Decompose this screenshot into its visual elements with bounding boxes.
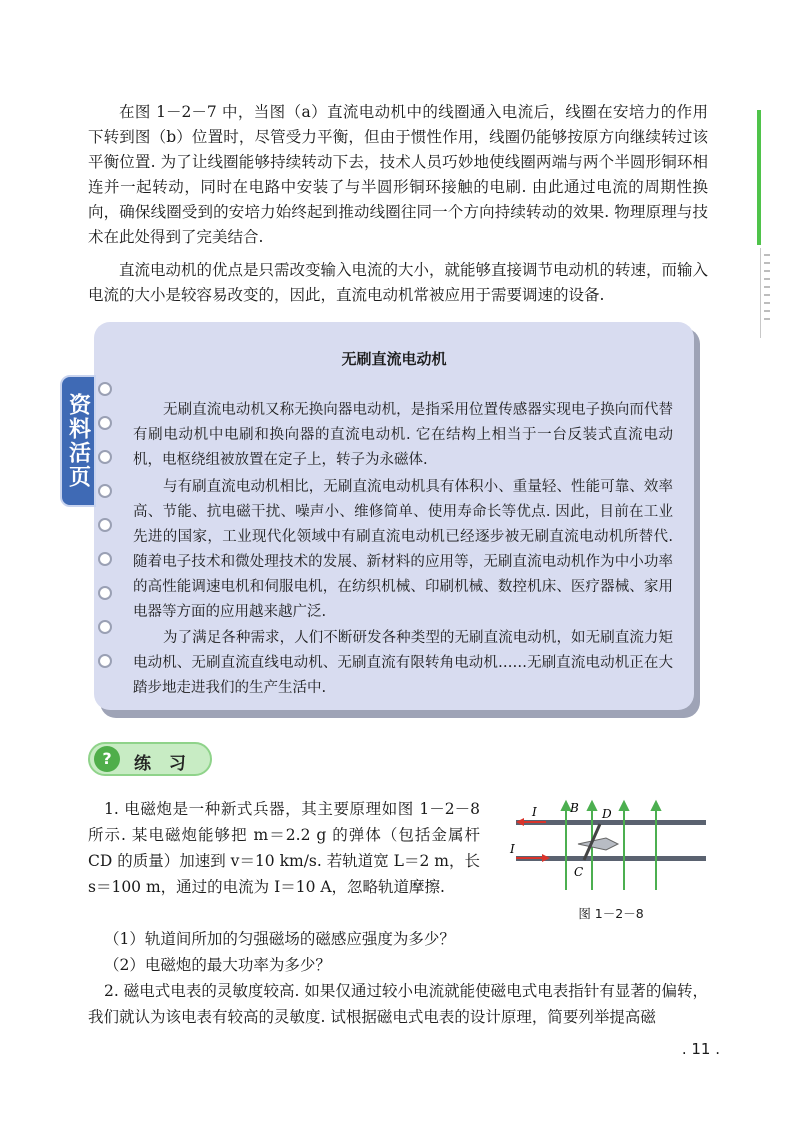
exercise-2: 2. 磁电式电表的灵敏度较高. 如果仅通过较小电流就能使磁电式电表指针有显著的偏转，我们就认为该电表有较高的灵敏度. 试根据磁电式电表的设计原理，简要列举提高磁 xyxy=(88,982,708,1026)
binder-ring-icon xyxy=(98,416,112,430)
figure-caption: 图 1－2－8 xyxy=(578,906,644,921)
binder-ring-icon xyxy=(98,620,112,634)
exercise-1-question-2: （2）电磁炮的最大功率为多少？ xyxy=(104,956,331,974)
info-tab-label: 资料活页 xyxy=(65,393,91,489)
info-paragraph-2: 与有刷直流电动机相比，无刷直流电动机具有体积小、重量轻、性能可靠、效率高、节能、抗电磁干扰、噪声小、维修简单、使用寿命长等优点. 因此，目前在工业先进的国家，工业现代化领域中有刷直流电动机已经逐步被无刷直流电动机所替代. 随着电子技术和微处理技术的发展、新材料的应用等，无刷直流电动机作为中小功率的高性能调速电机和伺服电机，在纺织机械、印刷机械、数控机床、医疗器械、家用电器等方面的应用越来越广泛. xyxy=(133,479,673,620)
label-d: D xyxy=(602,807,612,821)
info-tab xyxy=(60,375,96,507)
exercise-1-question-1: （1）轨道间所加的匀强磁场的磁感应强度为多少？ xyxy=(104,930,455,948)
binder-ring-icon xyxy=(98,518,112,532)
label-i-bottom: I xyxy=(510,842,515,856)
practice-label: 练 习 xyxy=(134,754,192,774)
binder-ring-icon xyxy=(98,586,112,600)
page-number: . 11 . xyxy=(681,1040,720,1058)
info-title: 无刷直流电动机 xyxy=(341,350,447,368)
practice-header xyxy=(88,742,212,776)
projectile xyxy=(578,838,618,850)
binder-ring-icon xyxy=(98,654,112,668)
binder-ring-icon xyxy=(98,382,112,396)
body-paragraph-1: 在图 1－2－7 中，当图（a）直流电动机中的线圈通入电流后，线圈在安培力的作用下转到图（b）位置时，尽管受力平衡，但由于惯性作用，线圈仍能够按原方向继续转过该平衡位置. 为了让线圈能够持续转动下去，技术人员巧妙地使线圈两端与两个半圆形铜环相连并一起转动，同时在电路中安装了与半圆形铜环接触的电刷. 由此通过电流的周期性换向，确保线圈受到的安培力始终起到推动线圈往同一个方向持续转动的效果. 物理原理与技术在此处得到了完美结合. xyxy=(88,103,708,246)
magnifier-question-icon: ? xyxy=(94,746,120,772)
label-b: B xyxy=(570,801,579,815)
binder-ring-icon xyxy=(98,450,112,464)
side-margin-mark xyxy=(760,248,773,338)
info-paragraph-1: 无刷直流电动机又称无换向器电动机，是指采用位置传感器实现电子换向而代替有刷电动机中电刷和换向器的直流电动机. 它在结构上相当于一台反装式直流电动机，电枢绕组被放置在定子上，转子为永磁体. xyxy=(133,402,673,468)
exercise-1: 1. 电磁炮是一种新式兵器，其主要原理如图 1－2－8 所示. 某电磁炮能够把 m＝2.2 g 的弹体（包括金属杆 CD 的质量）加速到 v＝10 km/s. 若轨道宽 L＝2 m，长 s＝100 m，通过的电流为 I＝10 A，忽略轨道摩擦. xyxy=(88,800,480,896)
railgun-figure xyxy=(506,798,716,898)
label-i-top: I xyxy=(532,805,537,819)
binder-ring-icon xyxy=(98,484,112,498)
binder-ring-icon xyxy=(98,552,112,566)
chapter-side-bar xyxy=(757,110,761,245)
info-paragraph-3: 为了满足各种需求，人们不断研发各种类型的无刷直流电动机，如无刷直流力矩电动机、无刷直流直线电动机、无刷直流有限转角电动机……无刷直流电动机正在大踏步地走进我们的生产生活中. xyxy=(133,630,673,696)
label-c: C xyxy=(574,865,584,879)
body-paragraph-2: 直流电动机的优点是只需改变输入电流的大小，就能够直接调节电动机的转速，而输入电流的大小是较容易改变的，因此，直流电动机常被应用于需要调速的设备. xyxy=(88,261,709,304)
